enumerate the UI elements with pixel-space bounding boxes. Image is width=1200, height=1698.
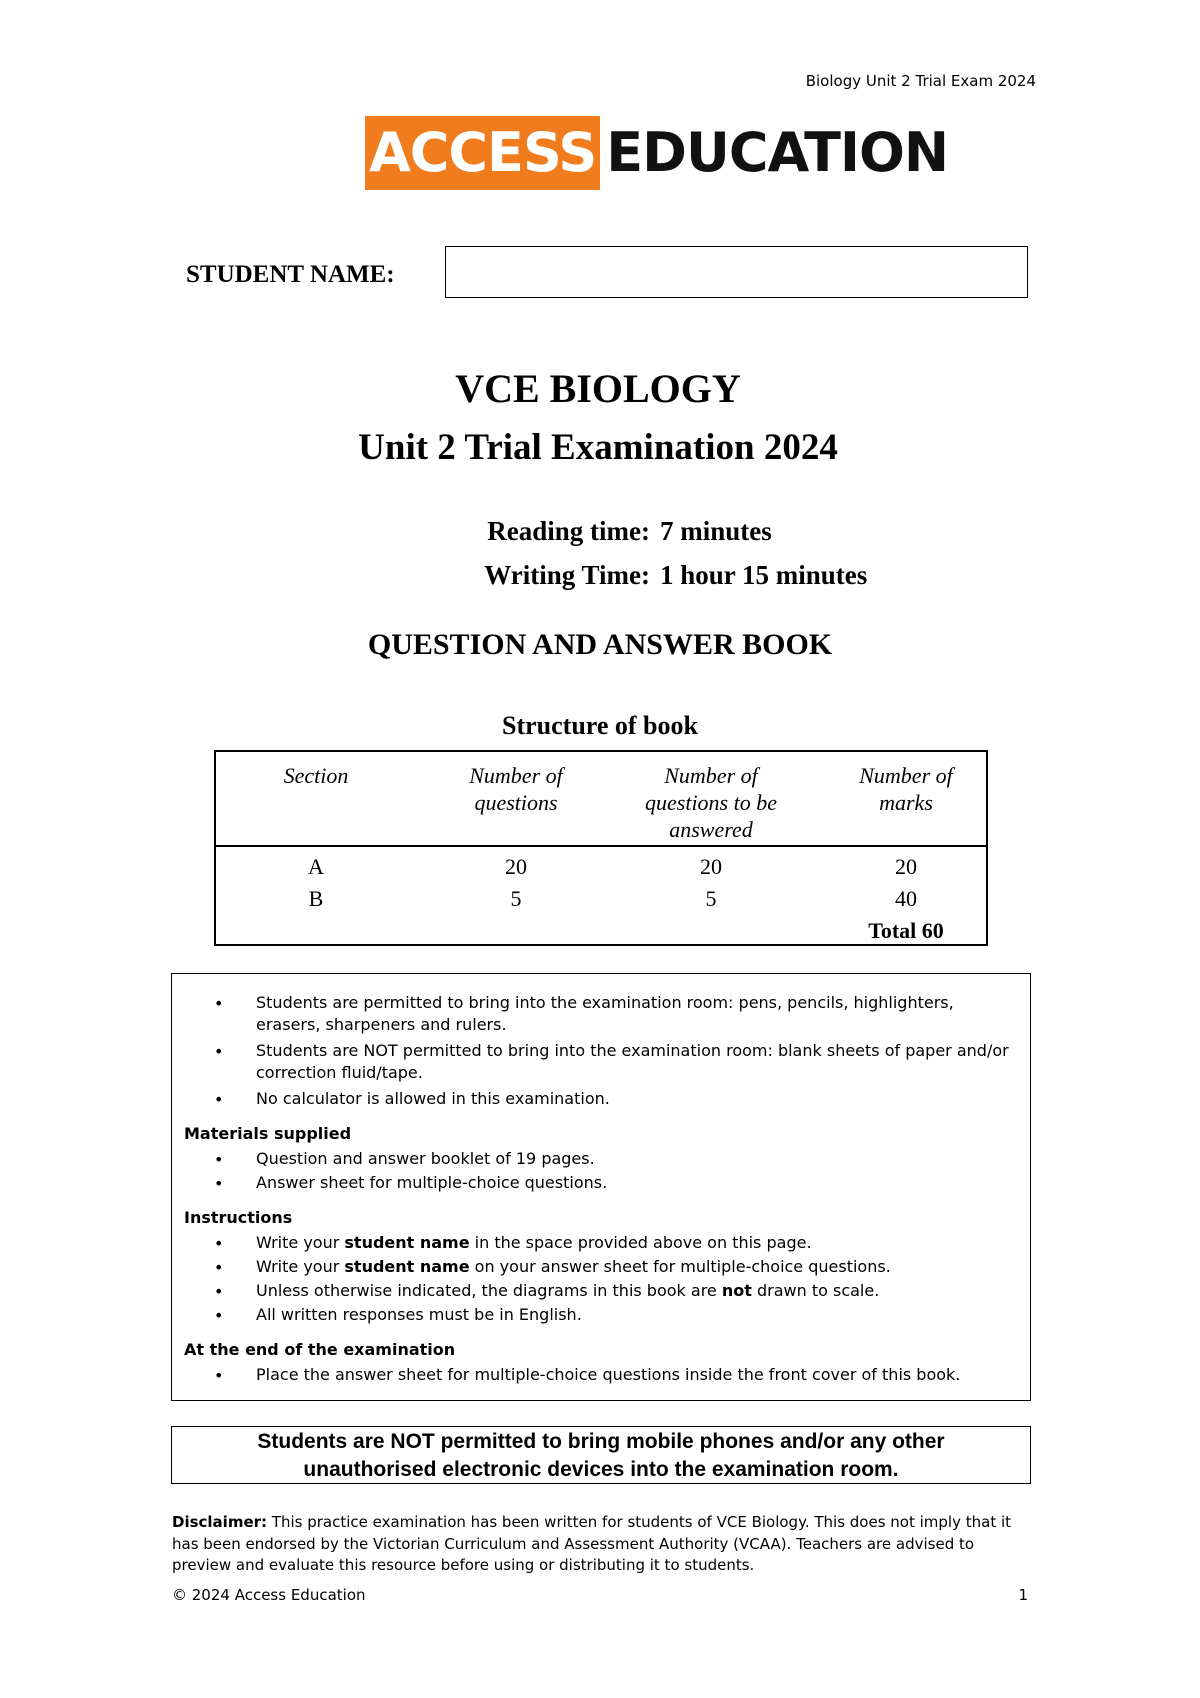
instruction-item: Unless otherwise indicated, the diagrams in this book are not drawn to scale. (256, 1281, 880, 1300)
bullet-icon: • (214, 1234, 224, 1253)
structure-heading: Structure of book (502, 711, 698, 740)
bullet-icon: • (214, 1090, 224, 1109)
notice-line: Students are NOT permitted to bring mobile phones and/or any other (257, 1430, 945, 1453)
end-item: Place the answer sheet for multiple-choice questions inside the front cover of this book. (256, 1365, 961, 1384)
rule-item: No calculator is allowed in this examination. (256, 1089, 610, 1108)
col-header-section: Section (283, 763, 349, 788)
table-cell: A (308, 854, 324, 879)
page-number: 1 (1018, 1586, 1028, 1604)
table-cell: 5 (510, 886, 522, 911)
disclaimer-label: Disclaimer: (172, 1513, 268, 1531)
rules-box (171, 973, 1031, 1401)
disclaimer-text: This practice examination has been written for students of VCE Biology. This does not imply that it has been endorsed by the Victorian Curriculum and Assessment Authority (VCAA). Teachers are advised to preview and evaluate this resource before using or distributing it to students. (172, 1513, 1012, 1574)
bullet-icon: • (214, 1174, 224, 1193)
table-cell: B (308, 886, 324, 911)
table-cell: 20 (895, 854, 917, 879)
bullet-icon: • (214, 1282, 224, 1301)
instruction-item: Write your student name on your answer sheet for multiple-choice questions. (256, 1257, 891, 1276)
instructions-heading: Instructions (184, 1208, 293, 1227)
logo-education-text: EDUCATION (606, 121, 949, 184)
exam-subject-title: VCE BIOLOGY (455, 366, 741, 411)
instruction-item: Write your student name in the space provided above on this page. (256, 1233, 812, 1252)
materials-item: Question and answer booklet of 19 pages. (256, 1149, 595, 1168)
col-header-questions: Number of questions (469, 763, 563, 815)
bullet-icon: • (214, 1258, 224, 1277)
instruction-item: All written responses must be in English. (256, 1305, 582, 1324)
bullet-icon: • (214, 994, 224, 1013)
exam-title: Unit 2 Trial Examination 2024 (358, 427, 838, 468)
access-education-logo (365, 116, 948, 190)
book-title: QUESTION AND ANSWER BOOK (367, 628, 833, 661)
table-header-divider (216, 845, 986, 847)
table-cell: 20 (505, 854, 527, 879)
logo-access-text: ACCESS (365, 116, 600, 190)
materials-item: Answer sheet for multiple-choice questions. (256, 1173, 608, 1192)
bullet-icon: • (214, 1150, 224, 1169)
student-name-field[interactable] (445, 246, 1028, 298)
table-cell: 5 (705, 886, 717, 911)
student-name-label: STUDENT NAME: (186, 261, 395, 288)
bullet-icon: • (214, 1306, 224, 1325)
col-header-marks: Number of marks (859, 763, 953, 815)
bullet-icon: • (214, 1366, 224, 1385)
table-cell: 20 (700, 854, 722, 879)
reading-time-value: 7 minutes (660, 516, 772, 546)
notice-line: unauthorised electronic devices into the examination room. (303, 1458, 899, 1481)
col-header-answered: Number of questions to be answered (645, 763, 777, 842)
materials-heading: Materials supplied (184, 1124, 352, 1143)
mobile-phone-notice (171, 1426, 1031, 1484)
disclaimer (172, 1512, 1032, 1577)
writing-time-label: Writing Time: (484, 560, 650, 590)
end-of-exam-heading: At the end of the examination (184, 1340, 456, 1359)
rule-item: Students are permitted to bring into the examination room: pens, pencils, highlighters, erasers, sharpeners and rulers. (256, 993, 954, 1034)
running-header: Biology Unit 2 Trial Exam 2024 (805, 72, 1036, 90)
copyright: © 2024 Access Education (172, 1586, 366, 1604)
table-cell: 40 (895, 886, 917, 911)
table-total: Total 60 (868, 918, 944, 943)
bullet-icon: • (214, 1042, 224, 1061)
reading-time-label: Reading time: (487, 516, 650, 546)
writing-time-value: 1 hour 15 minutes (660, 560, 868, 590)
rule-item: Students are NOT permitted to bring into the examination room: blank sheets of paper and/or correction fluid/tape. (256, 1041, 1009, 1082)
structure-table (214, 750, 988, 946)
